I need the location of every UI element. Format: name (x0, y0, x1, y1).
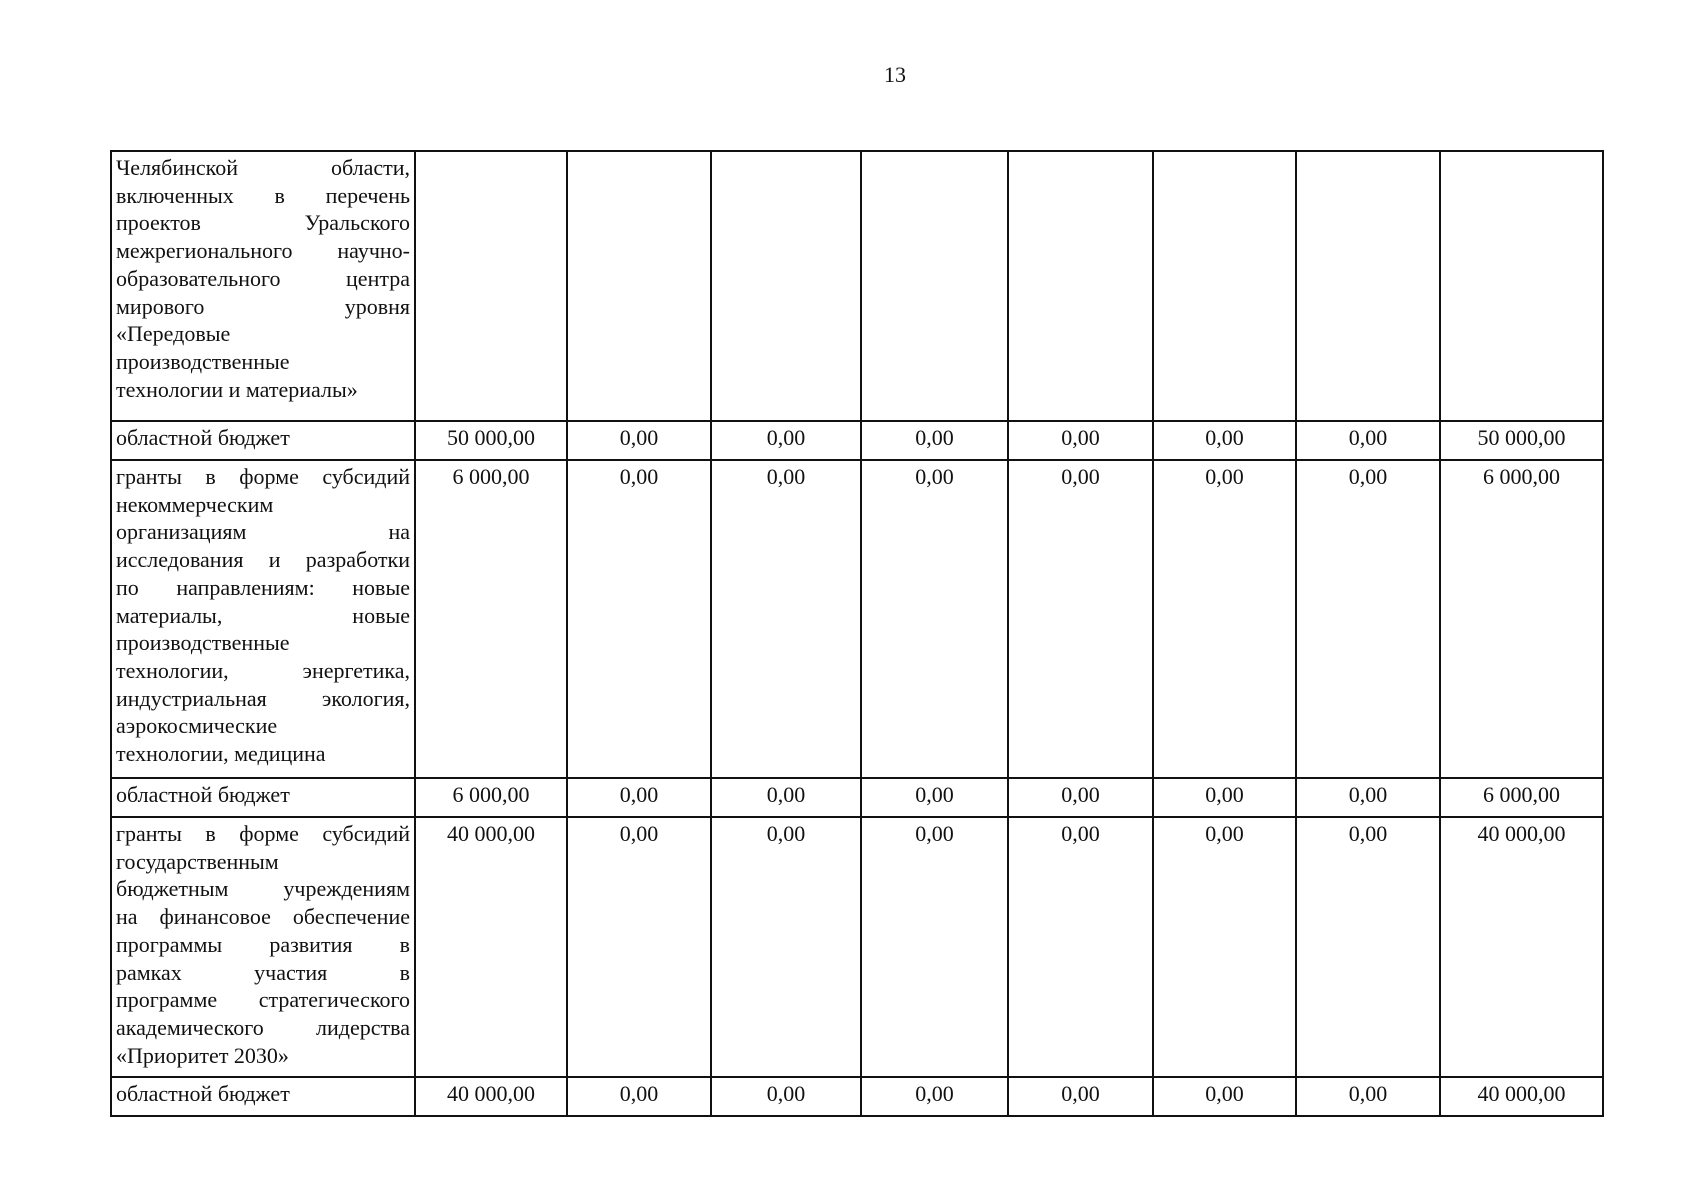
value-cell: 0,00 (1296, 817, 1440, 1077)
description-line: производственные (116, 348, 290, 374)
description-cell (111, 460, 415, 778)
value-cell: 0,00 (861, 460, 1008, 778)
budget-source-label: областной бюджет (116, 1081, 290, 1106)
page-number: 13 (884, 62, 906, 87)
value-cell (567, 151, 711, 421)
budget-table (110, 150, 1604, 1117)
value-cell: 0,00 (1008, 778, 1153, 817)
value-cell: 0,00 (861, 1077, 1008, 1116)
value-cell: 0,00 (1153, 817, 1296, 1077)
description-line: производственные (116, 630, 290, 656)
description-line: индустриальная экология, (116, 685, 410, 711)
table-row-description (111, 460, 1603, 778)
value-cell (1008, 151, 1153, 421)
description-line: «Приоритет 2030» (116, 1042, 289, 1068)
description-line: бюджетным учреждениям (116, 876, 410, 902)
budget-source-cell (111, 778, 415, 817)
description-line: рамках участия в (116, 959, 410, 985)
table-row-budget (111, 1077, 1603, 1116)
description-cell (111, 151, 415, 421)
value-cell: 0,00 (861, 421, 1008, 460)
table-row-budget (111, 421, 1603, 460)
description-line: технологии, энергетика, (116, 657, 410, 683)
value-cell (1296, 151, 1440, 421)
description-line: Челябинской области, (116, 155, 410, 180)
description-line: программе стратегического (116, 987, 410, 1013)
table-row-description (111, 817, 1603, 1077)
value-cell-first: 50 000,00 (415, 421, 567, 460)
table-row-description (111, 151, 1603, 421)
value-cell: 0,00 (1008, 1077, 1153, 1116)
value-cell-total: 6 000,00 (1440, 778, 1603, 817)
value-cell-total: 6 000,00 (1440, 460, 1603, 778)
value-cell: 0,00 (1153, 421, 1296, 460)
description-line: по направлениям: новые (116, 574, 410, 600)
value-cell (711, 151, 861, 421)
budget-source-label: областной бюджет (116, 782, 290, 807)
value-cell (861, 151, 1008, 421)
description-line: мирового уровня (116, 293, 410, 319)
value-cell: 0,00 (1296, 421, 1440, 460)
value-cell-total: 50 000,00 (1440, 421, 1603, 460)
value-cell: 0,00 (567, 460, 711, 778)
budget-source-cell (111, 421, 415, 460)
value-cell (1153, 151, 1296, 421)
description-line: материалы, новые (116, 602, 410, 628)
value-cell: 0,00 (711, 421, 861, 460)
value-cell: 0,00 (711, 460, 861, 778)
description-line: включенных в перечень (116, 182, 410, 208)
description-line: исследования и разработки (116, 547, 410, 573)
value-cell-first: 40 000,00 (415, 817, 567, 1077)
value-cell: 0,00 (1296, 460, 1440, 778)
description-line: технологии, медицина (116, 741, 326, 767)
value-cell: 0,00 (567, 778, 711, 817)
value-cell-first: 6 000,00 (415, 460, 567, 778)
description-line: межрегионального научно- (116, 238, 410, 264)
budget-source-label: областной бюджет (116, 425, 290, 450)
description-line: «Передовые (116, 321, 231, 347)
value-cell: 0,00 (1153, 1077, 1296, 1116)
value-cell-first (415, 151, 567, 421)
value-cell: 0,00 (861, 778, 1008, 817)
value-cell: 0,00 (567, 1077, 711, 1116)
value-cell-total (1440, 151, 1603, 421)
description-line: на финансовое обеспечение (116, 904, 410, 930)
value-cell: 0,00 (1008, 421, 1153, 460)
description-line: государственным (116, 848, 279, 874)
description-line: гранты в форме субсидий (116, 464, 410, 489)
budget-source-cell (111, 1077, 415, 1116)
value-cell-first: 6 000,00 (415, 778, 567, 817)
value-cell: 0,00 (711, 1077, 861, 1116)
value-cell: 0,00 (1153, 778, 1296, 817)
description-line: аэрокосмические (116, 713, 278, 739)
value-cell: 0,00 (1296, 778, 1440, 817)
description-line: организациям на (116, 519, 410, 545)
value-cell: 0,00 (1008, 460, 1153, 778)
value-cell-first: 40 000,00 (415, 1077, 567, 1116)
description-line: некоммерческим (116, 491, 274, 517)
description-line: программы развития в (116, 931, 410, 957)
value-cell: 0,00 (1296, 1077, 1440, 1116)
description-line: академического лидерства (116, 1014, 410, 1040)
description-line: проектов Уральского (116, 210, 410, 236)
description-line: образовательного центра (116, 265, 410, 291)
description-line: гранты в форме субсидий (116, 821, 410, 846)
description-cell (111, 817, 415, 1077)
value-cell: 0,00 (711, 778, 861, 817)
value-cell: 0,00 (711, 817, 861, 1077)
value-cell: 0,00 (567, 421, 711, 460)
value-cell-total: 40 000,00 (1440, 817, 1603, 1077)
table-body (111, 151, 1603, 1116)
description-line: технологии и материалы» (116, 376, 358, 402)
value-cell-total: 40 000,00 (1440, 1077, 1603, 1116)
value-cell: 0,00 (567, 817, 711, 1077)
value-cell: 0,00 (861, 817, 1008, 1077)
table-row-budget (111, 778, 1603, 817)
value-cell: 0,00 (1153, 460, 1296, 778)
value-cell: 0,00 (1008, 817, 1153, 1077)
